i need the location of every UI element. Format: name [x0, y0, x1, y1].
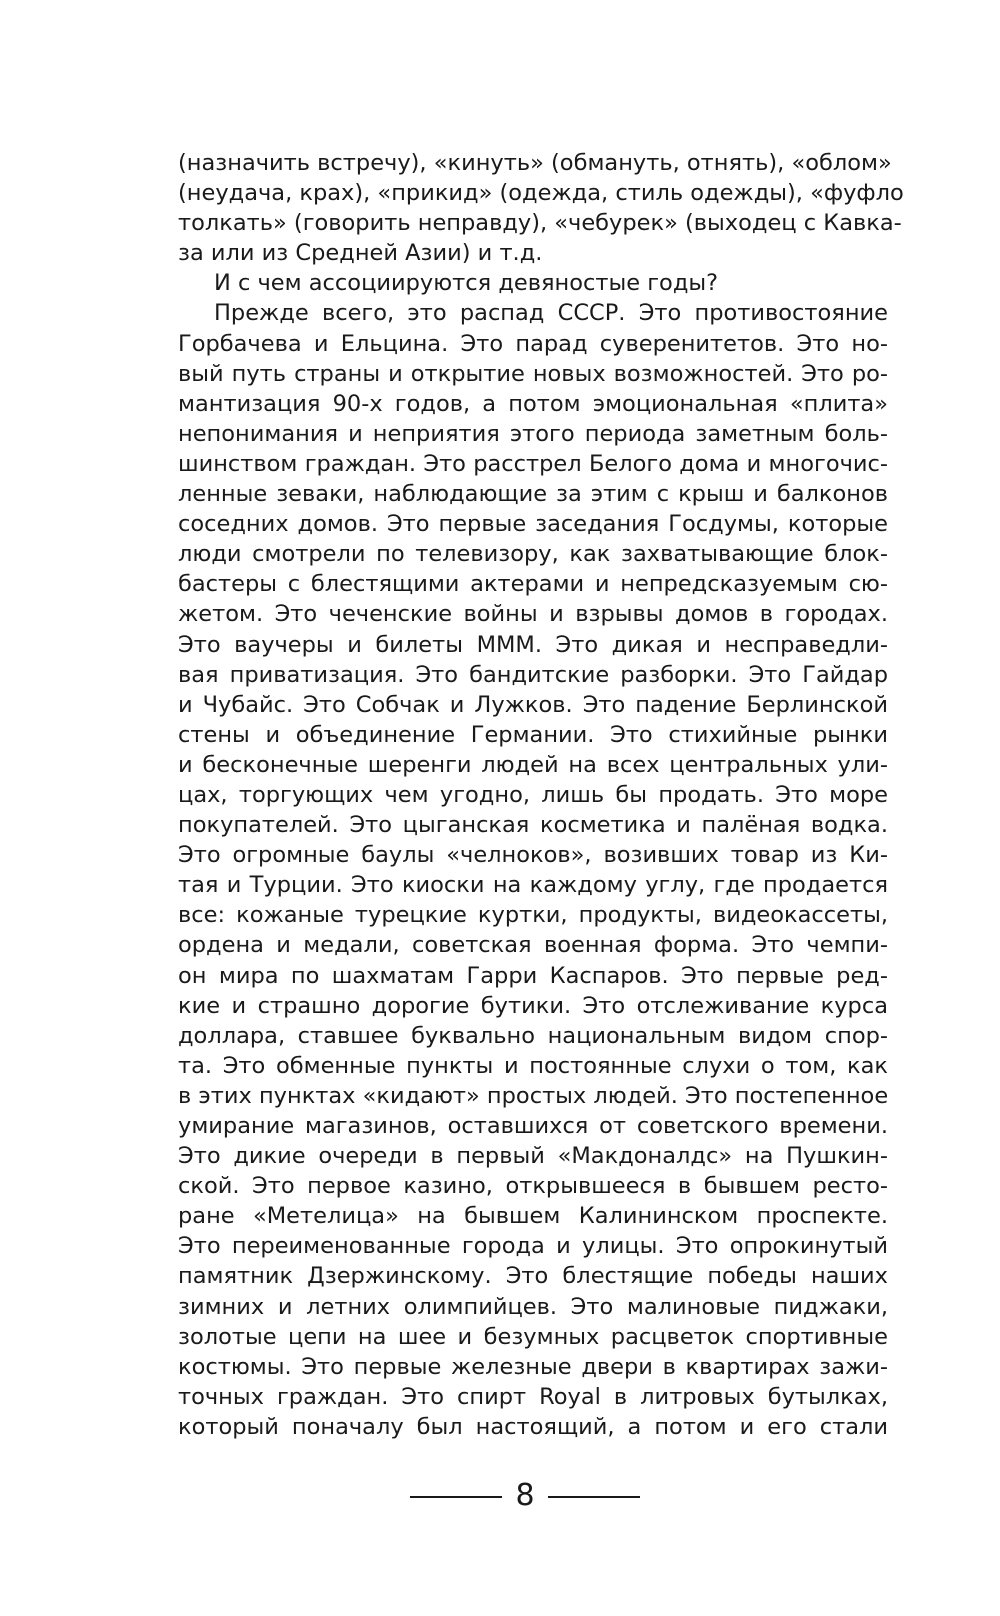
text-line: непонимания и неприятия этого периода заметным боль-	[178, 420, 888, 447]
text-line: все: кожаные турецкие куртки, продукты, видеокассеты,	[178, 902, 888, 929]
page-footer	[0, 1476, 1000, 1516]
text-line: (неудача, крах), «прикид» (одежда, стиль одежды), «фуфло	[178, 180, 904, 207]
text-line: Это дикие очереди в первый «Макдоналдс» на Пушкин-	[178, 1143, 888, 1170]
text-line: покупателей. Это цыганская косметика и палёная водка.	[178, 812, 888, 839]
body-text	[178, 148, 904, 1442]
text-line: тая и Турции. Это киоски на каждому углу, где продается	[178, 872, 888, 899]
text-line: вый путь страны и открытие новых возможностей. Это ро-	[178, 360, 888, 387]
text-line: ране «Метелица» на бывшем Калининском проспекте.	[178, 1203, 888, 1230]
text-line: за или из Средней Азии) и т.д.	[178, 240, 543, 267]
text-line: цах, торгующих чем угодно, лишь бы продать. Это море	[178, 781, 888, 808]
text-line: (назначить встречу), «кинуть» (обмануть, отнять), «облом»	[178, 150, 892, 176]
text-line: Горбачева и Ельцина. Это парад суверенитетов. Это но-	[178, 330, 888, 357]
text-line: и Чубайс. Это Собчак и Лужков. Это падение Берлинской	[178, 691, 888, 718]
text-line: та. Это обменные пункты и постоянные слухи о том, как	[178, 1052, 888, 1079]
text-line: ордена и медали, советская военная форма. Это чемпи-	[178, 932, 888, 959]
text-line: золотые цепи на шее и безумных расцветок спортивные	[178, 1323, 888, 1350]
text-line: который поначалу был настоящий, а потом и его стали	[178, 1413, 888, 1440]
text-line: толкать» (говорить неправду), «чебурек» (выходец с Кавка-	[178, 210, 902, 237]
paragraph-start-line: Прежде всего, это распад СССР. Это противостояние	[214, 300, 888, 327]
text-line: и бесконечные шеренги людей на всех центральных ули-	[178, 751, 888, 778]
text-line: доллара, ставшее буквально национальным видом спор-	[178, 1022, 888, 1049]
text-line: ленные зеваки, наблюдающие за этим с крыш и балконов	[178, 481, 888, 508]
text-line: в этих пунктах «кидают» простых людей. Это постепенное	[178, 1082, 889, 1109]
text-line: мантизация 90-х годов, а потом эмоциональная «плита»	[178, 390, 888, 417]
text-line: соседних домов. Это первые заседания Госдумы, которые	[178, 511, 888, 538]
text-line: стены и объединение Германии. Это стихийные рынки	[178, 721, 888, 748]
text-line: шинством граждан. Это расстрел Белого дома и многочис-	[178, 450, 888, 477]
footer-rule-left	[410, 1496, 502, 1498]
text-line: памятник Дзержинскому. Это блестящие победы наших	[178, 1263, 888, 1290]
text-line: Это огромные баулы «челноков», возивших товар из Ки-	[178, 842, 888, 869]
text-line: Это ваучеры и билеты МММ. Это дикая и несправедли-	[178, 631, 888, 658]
text-line: ской. Это первое казино, открывшееся в бывшем ресто-	[178, 1173, 888, 1200]
text-line: зимних и летних олимпийцев. Это малиновые пиджаки,	[178, 1293, 888, 1320]
text-line: костюмы. Это первые железные двери в квартирах зажи-	[178, 1353, 888, 1380]
text-line: кие и страшно дорогие бутики. Это отслеживание курса	[178, 992, 888, 1019]
text-line: жетом. Это чеченские войны и взрывы домов в городах.	[178, 601, 888, 628]
text-line: точных граждан. Это спирт Royal в литровых бутылках,	[178, 1383, 888, 1410]
text-line: умирание магазинов, оставшихся от советского времени.	[178, 1113, 888, 1139]
paragraph-start-line: И с чем ассоциируются девяностые годы?	[214, 270, 719, 297]
text-line: бастеры с блестящими актерами и непредсказуемым сю-	[178, 571, 888, 598]
text-line: вая приватизация. Это бандитские разборки. Это Гайдар	[178, 661, 888, 688]
page-number: 8	[515, 1478, 535, 1513]
text-line: люди смотрели по телевизору, как захватывающие блок-	[178, 541, 888, 568]
text-line: он мира по шахматам Гарри Каспаров. Это первые ред-	[178, 962, 888, 989]
text-line: Это переименованные города и улицы. Это опрокинутый	[178, 1233, 888, 1260]
footer-rule-right	[548, 1496, 640, 1498]
